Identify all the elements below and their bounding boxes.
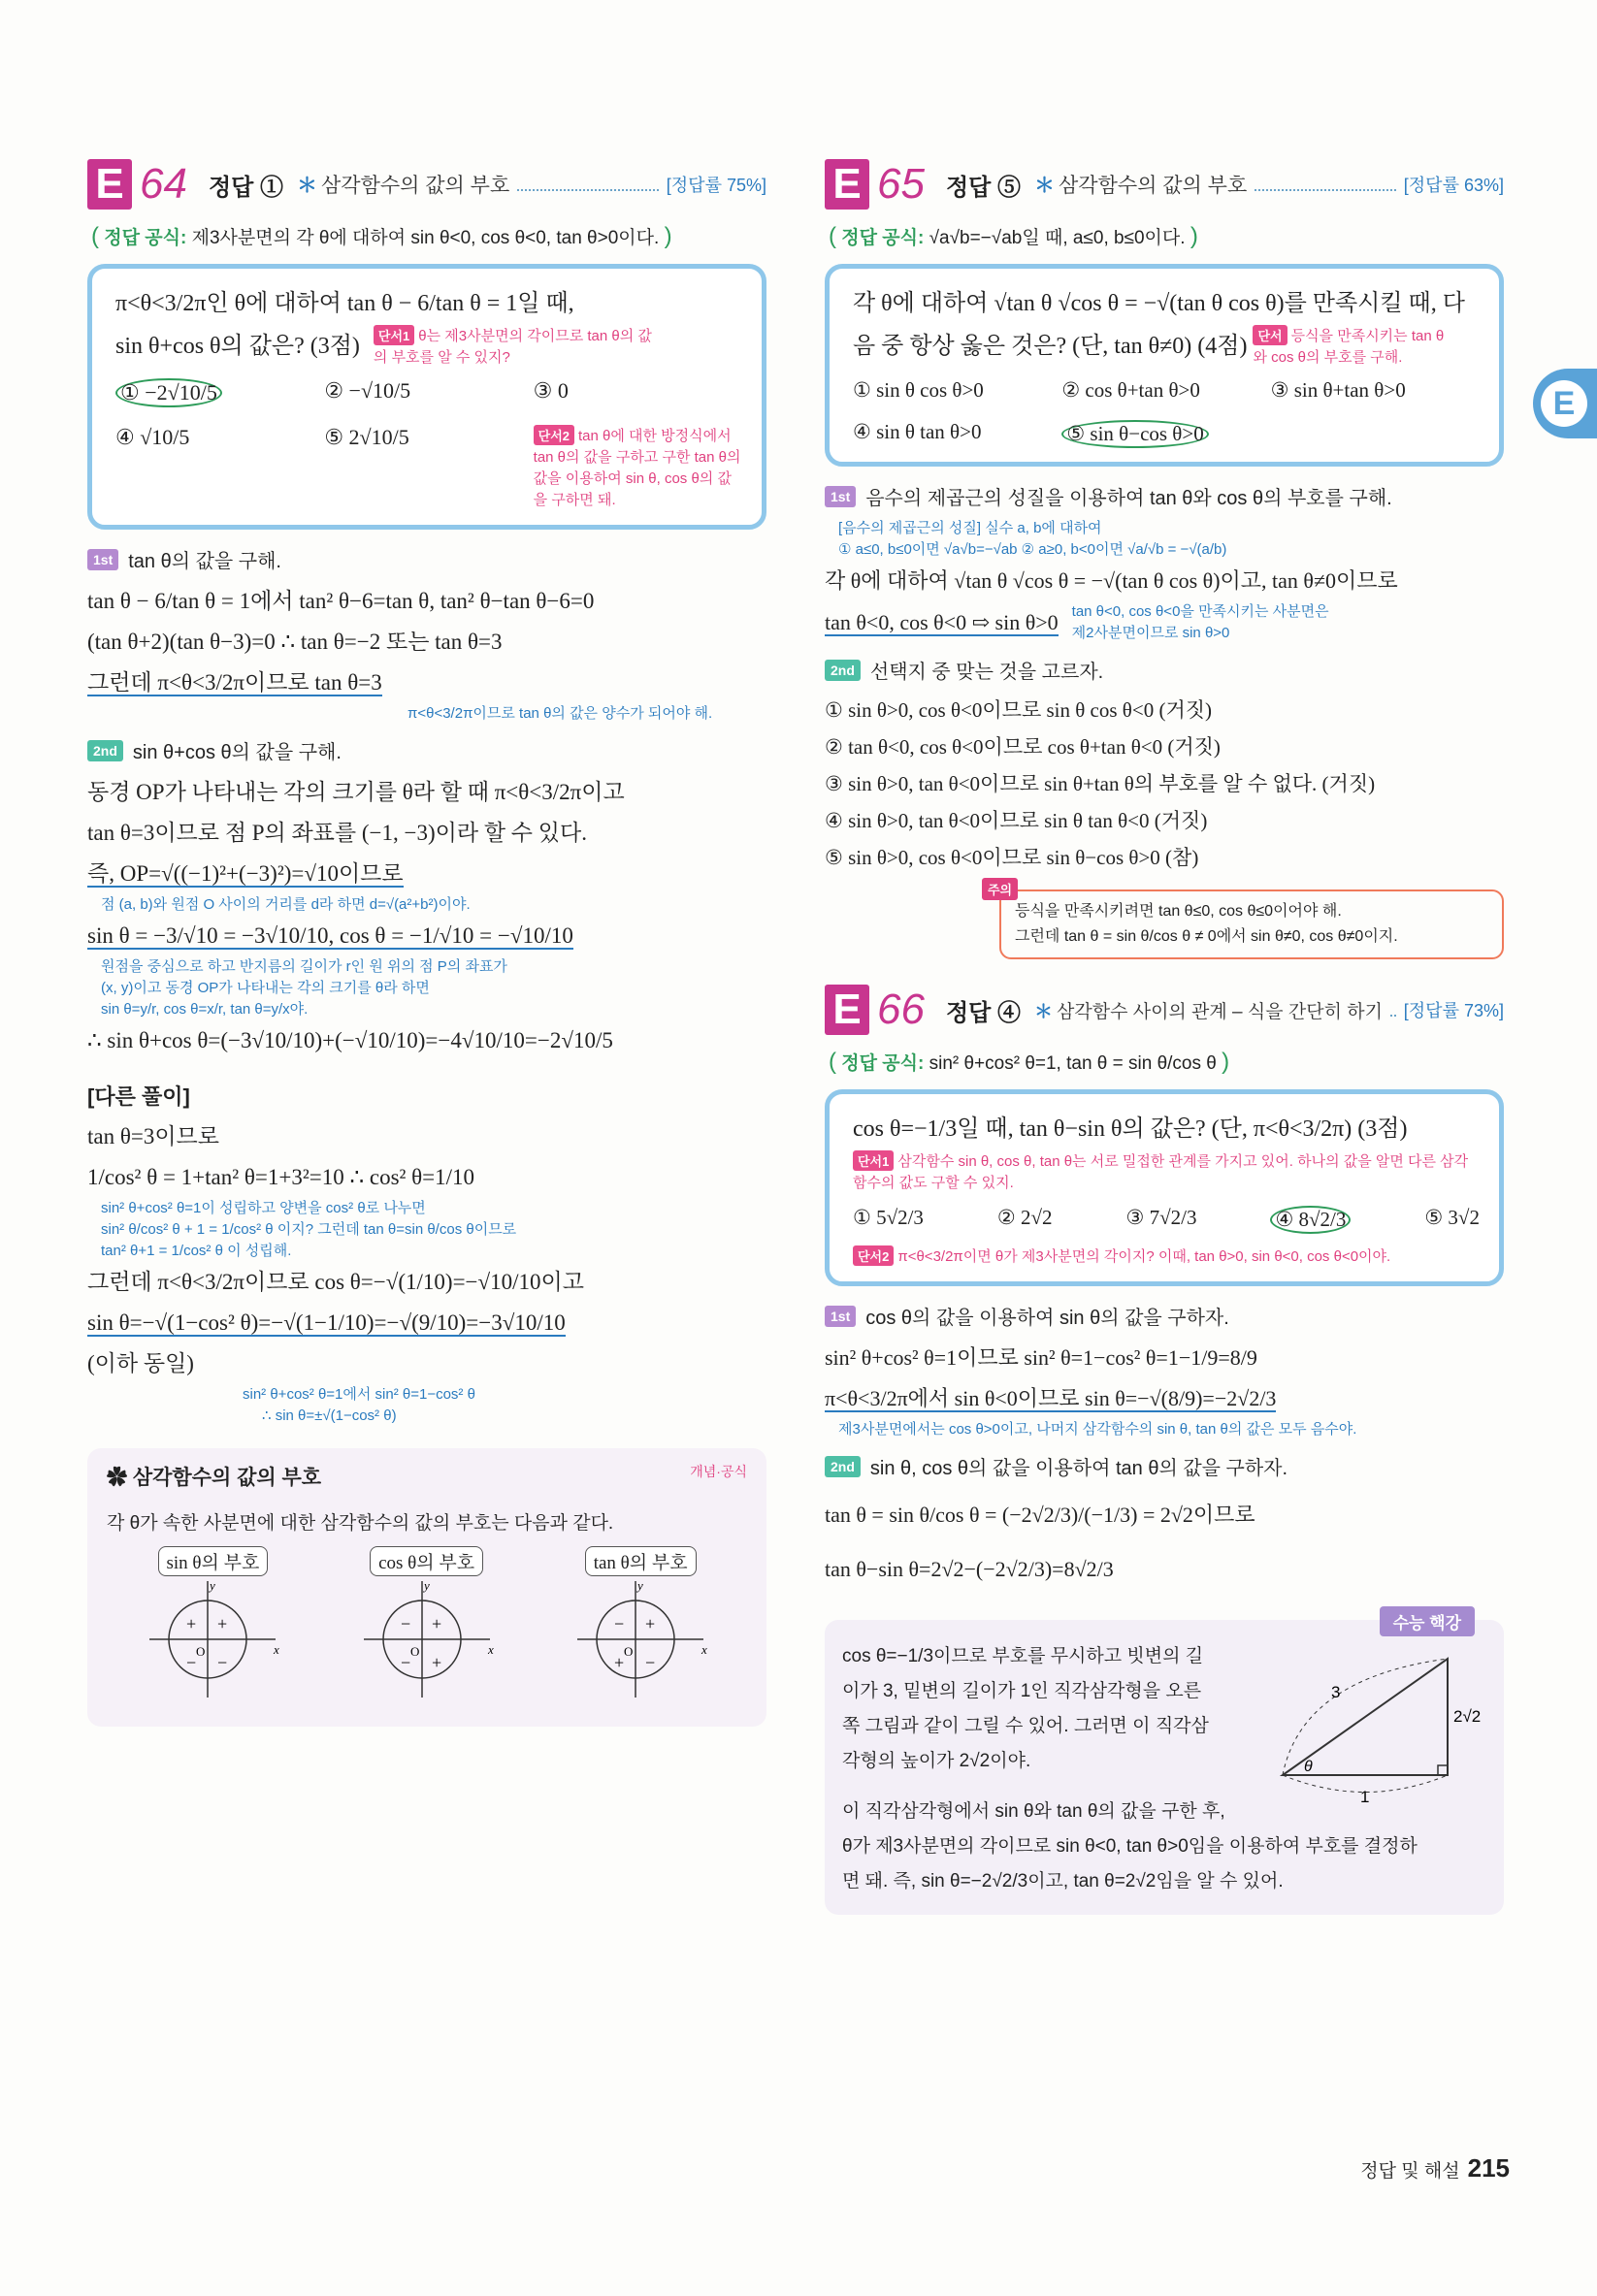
topic: ＊ 삼각함수의 값의 부호 <box>1034 175 1248 197</box>
hint-2: 단서2 π<θ<3/2π이면 θ가 제3사분면의 각이지? 이때, tan θ>0, sin θ<0, cos θ<0이야. <box>853 1245 1480 1268</box>
choices <box>853 378 1480 448</box>
key-insight-box <box>825 1614 1504 1915</box>
right-triangle-diagram <box>1263 1639 1486 1806</box>
svg-text:+: + <box>614 1653 625 1672</box>
choice-2[interactable]: ② 2√2 <box>996 1206 1053 1229</box>
side-note: π<θ<3/2π이므로 tan θ의 값은 양수가 되어야 해. <box>407 705 713 722</box>
side-note: 점 (a, b)와 원점 O 사이의 거리를 d라 하면 d=√(a²+b²)이야. <box>101 896 471 913</box>
topic: ＊ 삼각함수의 값의 부호 <box>297 175 510 197</box>
problem-66 <box>825 981 1504 1915</box>
key-line: 이 직각삼각형에서 sin θ와 tan θ의 값을 구한 후, <box>842 1801 1225 1822</box>
svg-text:−: − <box>400 1653 410 1672</box>
quadrant-diagrams <box>107 1546 747 1707</box>
side-note: sin² θ+cos² θ=1에서 sin² θ=1−cos² θ <box>243 1386 475 1403</box>
e-badge: E <box>87 159 132 210</box>
step-2: 2nd 선택지 중 맞는 것을 고르자. <box>825 656 1504 684</box>
step-2: 2nd sin θ, cos θ의 값을 이용하여 tan θ의 값을 구하자. <box>825 1452 1504 1480</box>
choice-4[interactable]: ④ √10/5 <box>115 425 190 449</box>
choice-3[interactable]: ③ 7√2/3 <box>1125 1206 1197 1229</box>
solution-line: 그런데 π<θ<3/2π이므로 cos θ=−√(1/10)=−√10/10이고 <box>87 1270 584 1294</box>
side-note: tan² θ+1 = 1/cos² θ 이 성립해. <box>101 1243 292 1259</box>
problem-66-header <box>825 981 1504 1039</box>
accuracy-rate: [정답률 75%] <box>666 176 766 195</box>
side-tab: E <box>1533 369 1597 438</box>
choice-4[interactable]: ④ 8√2/3 <box>1270 1206 1351 1234</box>
height-label: 2√2 <box>1453 1707 1482 1726</box>
question-line-2: sin θ+cos θ의 값은? (3점) <box>115 334 360 359</box>
solution-line: tan θ = sin θ/cos θ = (−2√2/3)/(−1/3) = 2√2이므로 <box>825 1503 1255 1527</box>
problem-number: 65 <box>877 160 925 208</box>
quadrant-diagram <box>354 1576 500 1702</box>
quadrant-tan: tan θ의 부호 y x O − + + − <box>534 1546 747 1707</box>
solution-line: sin θ=−√(1−cos² θ)=−√(1−1/10)=−√(9/10)=−3√10/10 <box>87 1310 566 1335</box>
choice-5[interactable]: ⑤ sin θ−cos θ>0 <box>1061 420 1270 448</box>
hint-1: 단서1 삼각함수 sin θ, cos θ, tan θ는 서로 밀접한 관계를 가지고 있어. 하나의 값을 알면 다른 삼각함수의 값도 구할 수 있지. <box>853 1150 1480 1194</box>
side-note: 제3사분면에서는 cos θ>0이고, 나머지 삼각함수의 sin θ, tan θ의 값은 모두 음수야. <box>838 1421 1357 1438</box>
reasoning-line: ⑤ sin θ>0, cos θ<0이므로 sin θ−cos θ>0 (참) <box>825 846 1199 869</box>
choice-1[interactable]: ① sin θ cos θ>0 <box>853 378 984 402</box>
quadrant-cos: cos θ의 부호 y x O − + − + <box>319 1546 534 1707</box>
problem-65 <box>825 155 1504 1915</box>
svg-text:−: − <box>400 1614 410 1633</box>
solution-line: (이하 동일) <box>87 1351 194 1375</box>
answer-formula: ( 정답 공식: sin² θ+cos² θ=1, tan θ = sin θ/cos θ ) <box>829 1049 1230 1075</box>
solution-line: sin θ = −3/√10 = −3√10/10, cos θ = −1/√10 = −√10/10 <box>87 923 573 948</box>
question-line-1: cos θ=−1/3일 때, tan θ−sin θ의 값은? (단, π<θ<3/2π) (3점) <box>853 1116 1408 1142</box>
answer-label: 정답 ① <box>208 174 283 201</box>
svg-text:+: + <box>217 1614 228 1633</box>
accuracy-rate: [정답률 73%] <box>1403 1001 1504 1020</box>
key-line: 각형의 높이가 2√2이야. <box>842 1751 1031 1771</box>
solution-line: π<θ<3/2π에서 sin θ<0이므로 sin θ=−√(8/9)=−2√2/3 <box>825 1386 1277 1410</box>
side-note: sin² θ/cos² θ + 1 = 1/cos² θ 이지? 그런데 tan θ=sin θ/cos θ이므로 <box>101 1221 517 1238</box>
alt-solution-title: [다른 풀이] <box>87 1084 190 1109</box>
svg-text:+: + <box>431 1653 441 1672</box>
svg-text:y: y <box>210 1578 216 1593</box>
svg-text:+: + <box>645 1614 656 1633</box>
side-note: (x, y)이고 동경 OP가 나타내는 각의 크기를 θ라 하면 <box>101 980 430 996</box>
solution-line: tan θ<0, cos θ<0 ⇨ sin θ>0 <box>825 610 1059 634</box>
reasoning-line: ② tan θ<0, cos θ<0이므로 cos θ+tan θ<0 (거짓) <box>825 735 1221 759</box>
step-2: 2nd sin θ+cos θ의 값을 구해. <box>87 736 766 764</box>
angle-label: θ <box>1304 1759 1313 1775</box>
key-line: cos θ=−1/3이므로 부호를 무시하고 빗변의 길 <box>842 1646 1204 1666</box>
svg-text:−: − <box>645 1653 656 1672</box>
caution-box: 주의 등식을 만족시키려면 tan θ≤0, cos θ≤0이어야 해. 그런데 tan θ = sin θ/cos θ ≠ 0에서 sin θ≠0, cos θ≠0이지. <box>999 889 1504 959</box>
choice-1[interactable]: ① −2√10/5 <box>115 378 324 407</box>
quadrant-diagram <box>140 1576 285 1702</box>
hint: 단서 등식을 만족시키는 tan θ와 cos θ의 부호를 구해. <box>1253 325 1447 369</box>
problem-number: 66 <box>877 986 925 1033</box>
problem-64-header <box>87 155 766 213</box>
solution-line: 즉, OP=√((−1)²+(−3)²)=√10이므로 <box>87 861 404 886</box>
e-badge: E <box>825 985 869 1035</box>
svg-text:O: O <box>196 1644 206 1659</box>
side-note: sin² θ+cos² θ=1이 성립하고 양변을 cos² θ로 나누면 <box>101 1200 426 1216</box>
side-note: ① a≤0, b≤0이면 √a√b=−√ab ② a≥0, b<0이면 √a/√b = −√(a/b) <box>838 541 1227 558</box>
choice-3[interactable]: ③ 0 <box>533 378 569 403</box>
svg-text:x: x <box>274 1642 280 1657</box>
solution-line: 1/cos² θ = 1+tan² θ=1+3²=10 ∴ cos² θ=1/10 <box>87 1165 475 1189</box>
solution-line: 그런데 π<θ<3/2π이므로 tan θ=3 <box>87 670 382 695</box>
solution-line: ∴ sin θ+cos θ=(−3√10/10)+(−√10/10)=−4√10/10=−2√10/5 <box>87 1028 613 1052</box>
concept-kind: 개념·공식 <box>690 1464 747 1479</box>
hint-2: 단서2 tan θ에 대한 방정식에서 tan θ의 값을 구하고 구한 tan θ의 값을 이용하여 sin θ, cos θ의 값을 구하면 돼. <box>534 425 742 511</box>
choices <box>115 378 742 511</box>
answer-label: 정답 ④ <box>945 999 1021 1026</box>
choice-4[interactable]: ④ sin θ tan θ>0 <box>853 420 982 443</box>
hypotenuse-label: 3 <box>1331 1683 1341 1701</box>
reasoning-line: ③ sin θ>0, tan θ<0이므로 sin θ+tan θ의 부호를 알 수 없다. (거짓) <box>825 772 1376 795</box>
svg-text:−: − <box>614 1614 625 1633</box>
problem-box <box>87 264 766 530</box>
concept-desc: 각 θ가 속한 사분면에 대한 삼각함수의 값의 부호는 다음과 같다. <box>107 1513 614 1534</box>
solution-line: 각 θ에 대하여 √tan θ √cos θ = −√(tan θ cos θ)이고, tan θ≠0이므로 <box>825 568 1398 593</box>
side-note: sin θ=y/r, cos θ=x/r, tan θ=y/x야. <box>101 1001 309 1018</box>
solution-line: tan θ=3이므로 점 P의 좌표를 (−1, −3)이라 할 수 있다. <box>87 821 587 845</box>
svg-text:+: + <box>186 1614 197 1633</box>
choice-1[interactable]: ① 5√2/3 <box>853 1206 924 1229</box>
solution-line: tan θ − 6/tan θ = 1에서 tan² θ−6=tan θ, tan² θ−tan θ−6=0 <box>87 589 595 613</box>
concept-box <box>87 1448 766 1727</box>
topic: ＊ 삼각함수 사이의 관계 – 식을 간단히 하기 <box>1034 1001 1383 1022</box>
solution-line: sin² θ+cos² θ=1이므로 sin² θ=1−cos² θ=1−1/9=8/9 <box>825 1345 1257 1370</box>
svg-text:−: − <box>217 1653 228 1672</box>
step-1: 1st 음수의 제곱근의 성질을 이용하여 tan θ와 cos θ의 부호를 구해. <box>825 482 1504 510</box>
answer-formula: ( 정답 공식: 제3사분면의 각 θ에 대하여 sin θ<0, cos θ<0, tan θ>0이다. ) <box>91 223 672 249</box>
problem-65-header <box>825 155 1504 213</box>
concept-title: ✿ 삼각함수의 값의 부호 <box>107 1467 322 1489</box>
reasoning-line: ① sin θ>0, cos θ<0이므로 sin θ cos θ<0 (거짓) <box>825 698 1213 722</box>
solution-line: (tan θ+2)(tan θ−3)=0 ∴ tan θ=−2 또는 tan θ=3 <box>87 630 503 654</box>
problem-box <box>825 264 1504 467</box>
answer-label: 정답 ⑤ <box>945 174 1021 201</box>
side-note: ∴ sin θ=±√(1−cos² θ) <box>262 1407 397 1424</box>
solution-line: tan θ=3이므로 <box>87 1124 219 1148</box>
choice-5[interactable]: ⑤ 3√2 <box>1424 1206 1480 1229</box>
hint-1: 단서1 θ는 제3사분면의 각이므로 tan θ의 값의 부호를 알 수 있지? <box>374 325 655 369</box>
key-line: θ가 제3사분면의 각이므로 sin θ<0, tan θ>0임을 이용하여 부호를 결정하 <box>842 1836 1418 1857</box>
svg-text:−: − <box>186 1653 197 1672</box>
choice-3[interactable]: ③ sin θ+tan θ>0 <box>1270 378 1406 402</box>
solution-line: tan θ−sin θ=2√2−(−2√2/3)=8√2/3 <box>825 1557 1114 1581</box>
svg-text:y: y <box>637 1578 643 1593</box>
svg-text:x: x <box>701 1642 707 1657</box>
side-note: tan θ<0, cos θ<0을 만족시키는 사분면은 제2사분면이므로 sin θ>0 <box>1071 603 1329 641</box>
reasoning-line: ④ sin θ>0, tan θ<0이므로 sin θ tan θ<0 (거짓) <box>825 809 1208 832</box>
step-1: 1st tan θ의 값을 구해. <box>87 545 766 573</box>
question-line-2: 음 중 항상 옳은 것은? (단, tan θ≠0) (4점) <box>853 334 1248 359</box>
e-badge: E <box>825 159 869 210</box>
problem-number: 64 <box>140 160 187 208</box>
step-1: 1st cos θ의 값을 이용하여 sin θ의 값을 구하자. <box>825 1302 1504 1330</box>
svg-text:+: + <box>431 1614 441 1633</box>
page-number: 215 <box>1467 2153 1510 2183</box>
key-insight-title: 수능 핵강 <box>1380 1606 1475 1636</box>
key-line: 쪽 그림과 같이 그릴 수 있어. 그러면 이 직각삼 <box>842 1716 1209 1736</box>
svg-text:y: y <box>423 1578 430 1593</box>
svg-text:O: O <box>409 1644 419 1659</box>
question-line-1: 각 θ에 대하여 √tan θ √cos θ = −√(tan θ cos θ)를 만족시킬 때, 다 <box>853 291 1465 316</box>
accuracy-rate: [정답률 63%] <box>1403 176 1504 195</box>
footer-label: 정답 및 해설 <box>1360 2161 1460 2182</box>
problem-box <box>825 1089 1504 1286</box>
choice-5[interactable]: ⑤ 2√10/5 <box>324 425 409 449</box>
key-line: 면 돼. 즉, sin θ=−2√2/3이고, tan θ=2√2임을 알 수 있어. <box>842 1871 1284 1892</box>
quadrant-diagram <box>568 1576 713 1702</box>
page-footer <box>1360 2153 1510 2183</box>
svg-text:x: x <box>487 1642 494 1657</box>
solution-line: 동경 OP가 나타내는 각의 크기를 θ라 할 때 π<θ<3/2π이고 <box>87 780 625 804</box>
choice-2[interactable]: ② −√10/5 <box>324 378 411 403</box>
key-line: 이가 3, 밑변의 길이가 1인 직각삼각형을 오른 <box>842 1681 1202 1701</box>
svg-text:O: O <box>624 1644 634 1659</box>
choices <box>853 1206 1480 1234</box>
base-label: 1 <box>1360 1788 1370 1806</box>
choice-2[interactable]: ② cos θ+tan θ>0 <box>1061 378 1200 402</box>
quadrant-sin: sin θ의 부호 y x O + + − − <box>107 1546 319 1707</box>
side-note: 원점을 중심으로 하고 반지름의 길이가 r인 원 위의 점 P의 좌표가 <box>101 958 507 975</box>
side-note: [음수의 제곱근의 성질] 실수 a, b에 대하여 <box>838 520 1102 536</box>
answer-formula: ( 정답 공식: √a√b=−√ab일 때, a≤0, b≤0이다. ) <box>829 223 1198 249</box>
problem-64 <box>87 155 766 1727</box>
question-line-1: π<θ<3/2π인 θ에 대하여 tan θ − 6/tan θ = 1일 때, <box>115 291 574 316</box>
